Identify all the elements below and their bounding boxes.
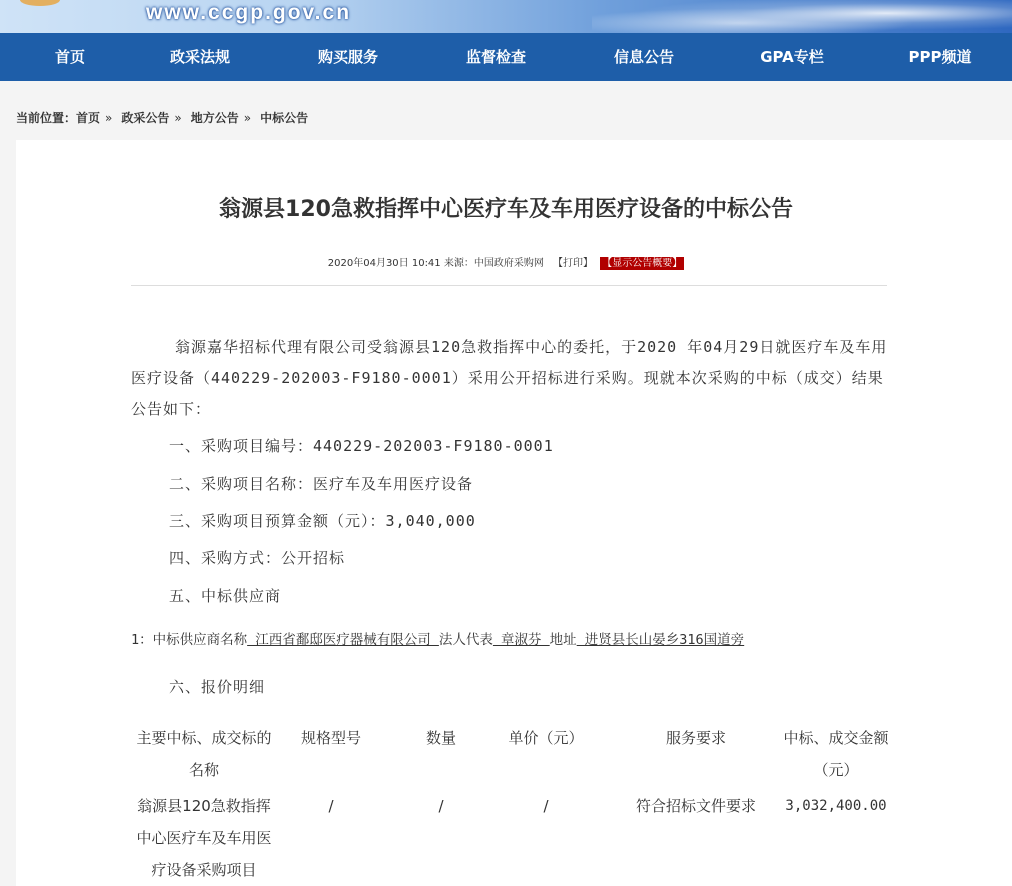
nav-item-regulations[interactable]: 政采法规: [169, 48, 230, 66]
nav-item-announcements[interactable]: 信息公告: [613, 48, 674, 66]
page-title: 翁源县120急救指挥中心医疗车及车用医疗设备的中标公告: [219, 197, 793, 222]
table-cell-price: /: [543, 797, 549, 815]
item-budget: 三、采购项目预算金额（元）：3,040,000: [169, 512, 476, 530]
supplier-address: 进贤县长山晏乡316国道旁: [576, 632, 745, 648]
nav-item-home[interactable]: 首页: [54, 48, 85, 66]
item-project-number: 一、采购项目编号：440229-202003-F9180-0001: [169, 437, 554, 455]
supplier-rep: 章淑芬: [492, 632, 550, 648]
supplier-prefix: 1：中标供应商名称: [131, 632, 248, 648]
breadcrumb-procurement[interactable]: 政采公告: [121, 111, 170, 125]
show-summary-button[interactable]: 【显示公告概要】: [602, 258, 683, 269]
nav-item-supervision[interactable]: 监督检查: [465, 48, 526, 66]
table-header-item: 主要中标、成交标的名称: [136, 729, 272, 779]
nav-item-ppp[interactable]: PPP频道: [908, 48, 972, 66]
supplier-name: 江西省鄱邸医疗器械有限公司: [247, 632, 439, 648]
nav-item-services[interactable]: 购买服务: [317, 48, 378, 66]
table-cell-qty: /: [438, 797, 444, 815]
publish-date: 2020年04月30日 10:41: [327, 258, 441, 269]
article-meta: [0, 254, 1012, 269]
item-method: 四、采购方式：公开招标: [169, 549, 346, 567]
banner-cloud-decoration: [592, 0, 1012, 33]
article-source: 来源：中国政府采购网: [443, 258, 544, 269]
breadcrumb-separator: »: [243, 111, 252, 125]
supplier-line: [131, 628, 744, 648]
breadcrumb-local[interactable]: 地方公告: [190, 111, 239, 125]
item-project-name: 二、采购项目名称：医疗车及车用医疗设备: [169, 475, 474, 493]
divider: [131, 285, 887, 286]
main-nav: [0, 33, 1012, 82]
breadcrumb-prefix: 当前位置：: [16, 111, 77, 125]
site-banner: [0, 0, 1012, 33]
supplier-rep-label: 法人代表: [438, 632, 493, 648]
table-cell-service: 符合招标文件要求: [635, 797, 756, 815]
item-supplier-heading: 五、中标供应商: [169, 587, 282, 605]
item-price-details: 六、报价明细: [169, 678, 266, 696]
breadcrumb-separator: »: [105, 111, 113, 125]
table-cell-spec: /: [328, 797, 334, 815]
table-header-qty: 数量: [425, 729, 456, 747]
nav-item-gpa[interactable]: GPA专栏: [760, 48, 824, 66]
table-cell-item: 翁源县120急救指挥中心医疗车及车用医疗设备采购项目: [136, 797, 272, 879]
table-header-amount: 中标、成交金额（元）: [783, 729, 889, 779]
breadcrumb-home[interactable]: 首页: [76, 111, 101, 125]
intro-paragraph: 翁源嘉华招标代理有限公司受翁源县120急救指挥中心的委托，于2020 年04月29日就医疗车及车用医疗设备（440229-202003-F9180-0001）采用公开招标进行采购。现就本次采购的中标（成交）结果公告如下：: [131, 338, 888, 418]
table-header-service: 服务要求: [665, 729, 726, 747]
breadcrumb-separator: »: [174, 111, 182, 125]
table-cell-amount: 3,032,400.00: [785, 798, 887, 814]
site-url: www.ccgp.gov.cn: [146, 1, 352, 24]
table-header-price: 单价（元）: [508, 729, 584, 747]
supplier-address-label: 地址: [549, 632, 577, 648]
breadcrumb: [16, 109, 308, 126]
print-link[interactable]: 【打印】: [553, 258, 594, 269]
emblem-icon: [20, 0, 60, 6]
table-header-spec: 规格型号: [300, 729, 361, 747]
breadcrumb-award[interactable]: 中标公告: [260, 111, 309, 125]
article-body: [131, 332, 891, 696]
